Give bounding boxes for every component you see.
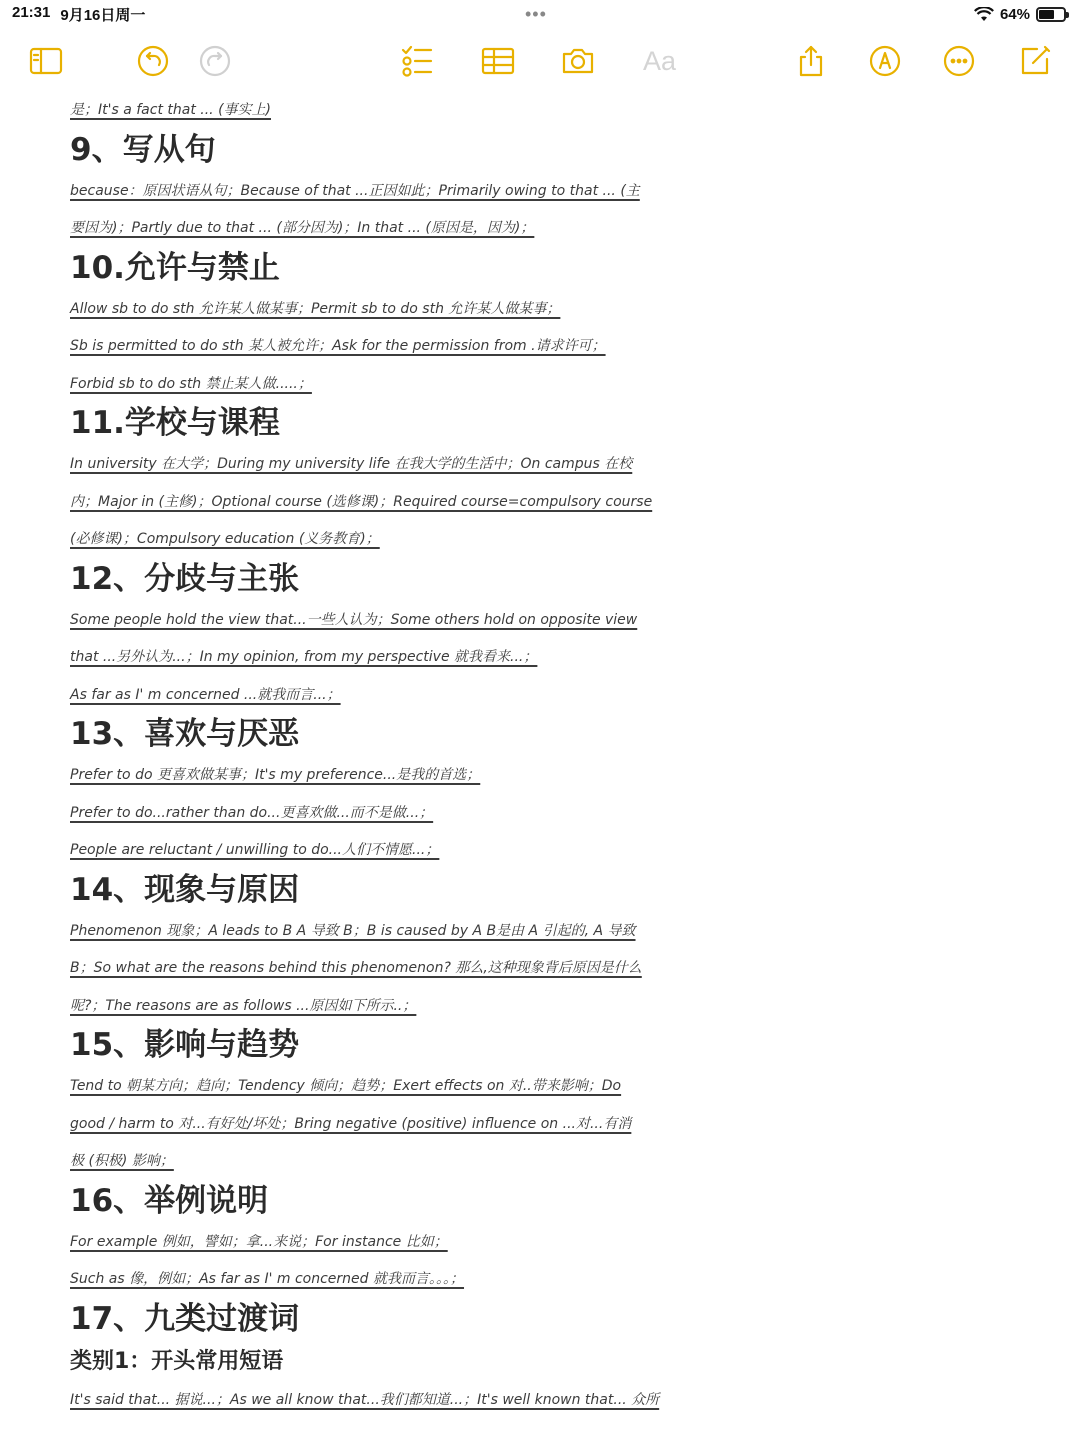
note-line: 是；It's a fact that ... (事实上) <box>70 102 271 118</box>
compose-icon[interactable] <box>1016 42 1054 80</box>
note-line: In university 在大学；During my university life 在我大学的生活中；On campus 在校 <box>70 456 633 472</box>
section-heading: 14、现象与原因 <box>70 871 300 908</box>
note-line: Phenomenon 现象；A leads to B A 导致 B；B is caused by A B是由 A 引起的, A 导致 <box>70 922 636 939</box>
section-heading: 16、举例说明 <box>70 1182 269 1219</box>
more-icon[interactable] <box>940 42 978 80</box>
section-heading: 10.允许与禁止 <box>70 249 280 286</box>
note-line: Such as 像，例如；As far as I' m concerned 就我而言。。。； <box>70 1271 465 1287</box>
section-heading: 11.学校与课程 <box>70 405 280 441</box>
note-line: Some people hold the view that...一些人认为；Some others hold on opposite view <box>70 611 638 628</box>
note-line: 内；Major in (主修)；Optional course (选修课)；Required course=compulsory course <box>70 493 653 510</box>
subsection-heading: 类别1：开头常用短语 <box>70 1348 284 1374</box>
status-time: 21:31 <box>12 3 51 21</box>
note-line: good / harm to 对...有好处/坏处；Bring negative (positive) influence on ...对...有消 <box>70 1115 632 1132</box>
redo-icon[interactable] <box>196 42 234 80</box>
checklist-icon[interactable] <box>398 42 436 80</box>
battery-percent: 64% <box>999 5 1030 23</box>
note-line: Prefer to do...rather than do...更喜欢做...而不是做...； <box>70 804 434 821</box>
section-heading: 12、分歧与主张 <box>70 560 300 597</box>
note-line: B；So what are the reasons behind this phenomenon? 那么,这种现象背后原因是什么 <box>70 960 642 976</box>
share-icon[interactable] <box>792 42 830 80</box>
battery-icon <box>1036 7 1066 22</box>
section-heading: 13、喜欢与厌恶 <box>70 716 300 752</box>
note-line: 极 (积极) 影响； <box>70 1153 174 1169</box>
section-heading: 9、写从句 <box>70 131 216 168</box>
note-line: Allow sb to do sth 允许某人做某事；Permit sb to do sth 允许某人做某事； <box>70 300 561 317</box>
note-line: Tend to 朝某方向；趋向；Tendency 倾向；趋势；Exert effects on 对..带来影响；Do <box>70 1078 622 1094</box>
section-heading: 15、影响与趋势 <box>70 1027 300 1063</box>
section-heading: 17、九类过渡词 <box>70 1300 300 1337</box>
markup-icon[interactable] <box>866 42 904 80</box>
note-line: because：原因状语从句；Because of that ...正因如此；Primarily owing to that ... (主 <box>70 182 640 199</box>
note-line: (必修课)；Compulsory education (义务教育)； <box>70 531 380 547</box>
multitasking-dots[interactable]: ••• <box>525 4 547 24</box>
note-body[interactable] <box>70 92 1030 1419</box>
format-button[interactable]: Aa <box>643 46 677 76</box>
note-line: People are reluctant / unwilling to do...人们不情愿...； <box>70 842 440 858</box>
status-bar <box>0 0 1080 28</box>
note-line: that ...另外认为...；In my opinion, from my perspective 就我看来...； <box>70 649 538 665</box>
undo-icon[interactable] <box>134 42 172 80</box>
note-line: As far as I' m concerned ...就我而言...； <box>70 686 341 703</box>
status-date: 9月16日周一 <box>60 6 146 24</box>
note-line: It's said that... 据说...；As we all know that...我们都知道...；It's well known that... 众所 <box>70 1391 660 1408</box>
sidebar-icon[interactable] <box>27 42 65 80</box>
note-line: Forbid sb to do sth 禁止某人做.....； <box>70 375 312 392</box>
note-line: Sb is permitted to do sth 某人被允许；Ask for the permission from .请求许可； <box>70 338 606 354</box>
note-line: For example 例如，譬如；拿...来说；For instance 比如； <box>70 1233 448 1250</box>
note-line: Prefer to do 更喜欢做某事；It's my preference...是我的首选； <box>70 767 481 783</box>
notes-toolbar <box>0 36 1080 86</box>
wifi-icon <box>974 7 994 22</box>
table-icon[interactable] <box>479 42 517 80</box>
note-line: 呢?；The reasons are as follows ...原因如下所示..； <box>70 997 417 1014</box>
note-line: 要因为)；Partly due to that ... (部分因为)；In that ... (原因是，因为)； <box>70 220 535 236</box>
camera-icon[interactable] <box>559 42 597 80</box>
